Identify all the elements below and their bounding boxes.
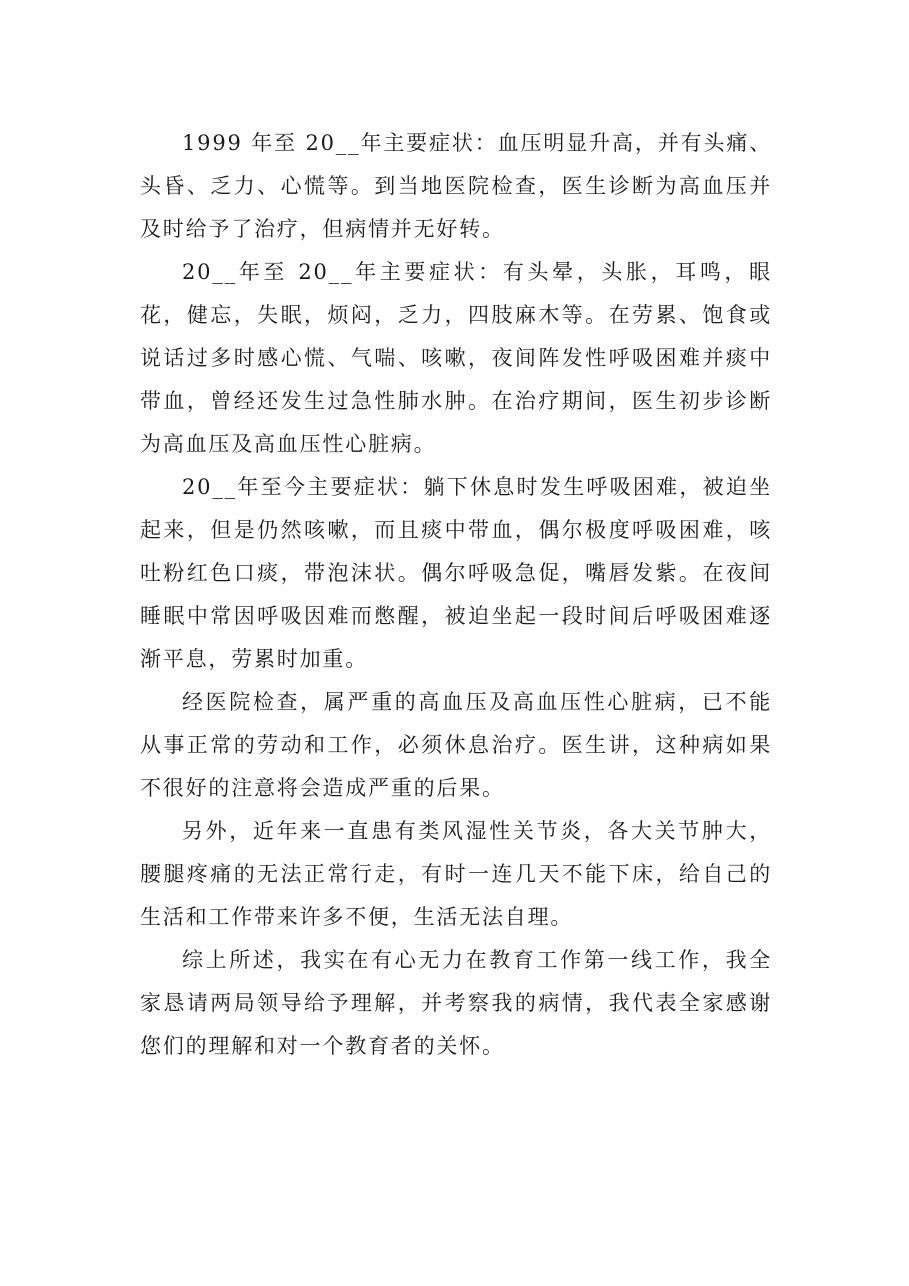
document-body [140, 122, 772, 1068]
paragraph-conclusion: 综上所述，我实在有心无力在教育工作第一线工作，我全家恳请两局领导给予理解，并考察我的病情，我代表全家感谢您们的理解和对一个教育者的关怀。 [140, 948, 772, 1058]
paragraph-symptoms-1999: 1999 年至 20__年主要症状：血压明显升高，并有头痛、头昏、乏力、心慌等。到当地医院检查，医生诊断为高血压并及时给予了治疗，但病情并无好转。 [140, 131, 772, 241]
paragraph-symptoms-20xx: 20__年至 20__年主要症状：有头晕，头胀，耳鸣，眼花，健忘，失眠，烦闷，乏力，四肢麻木等。在劳累、饱食或说话过多时感心慌、气喘、咳嗽，夜间阵发性呼吸困难并痰中带血，曾经还发生过急性肺水肿。在治疗期间，医生初步诊断为高血压及高血压性心脏病。 [140, 260, 772, 456]
paragraph-hospital-exam: 经医院检查，属严重的高血压及高血压性心脏病，已不能从事正常的劳动和工作，必须休息治疗。医生讲，这种病如果不很好的注意将会造成严重的后果。 [140, 690, 772, 800]
paragraph-arthritis: 另外，近年来一直患有类风湿性关节炎，各大关节肿大，腰腿疼痛的无法正常行走，有时一连几天不能下床，给自己的生活和工作带来许多不便，生活无法自理。 [140, 819, 772, 929]
paragraph-symptoms-present: 20__年至今主要症状：躺下休息时发生呼吸困难，被迫坐起来，但是仍然咳嗽，而且痰中带血，偶尔极度呼吸困难，咳吐粉红色口痰，带泡沫状。偶尔呼吸急促，嘴唇发紫。在夜间睡眠中常因呼吸因难而憋醒，被迫坐起一段时间后呼吸困难逐渐平息，劳累时加重。 [140, 475, 772, 671]
